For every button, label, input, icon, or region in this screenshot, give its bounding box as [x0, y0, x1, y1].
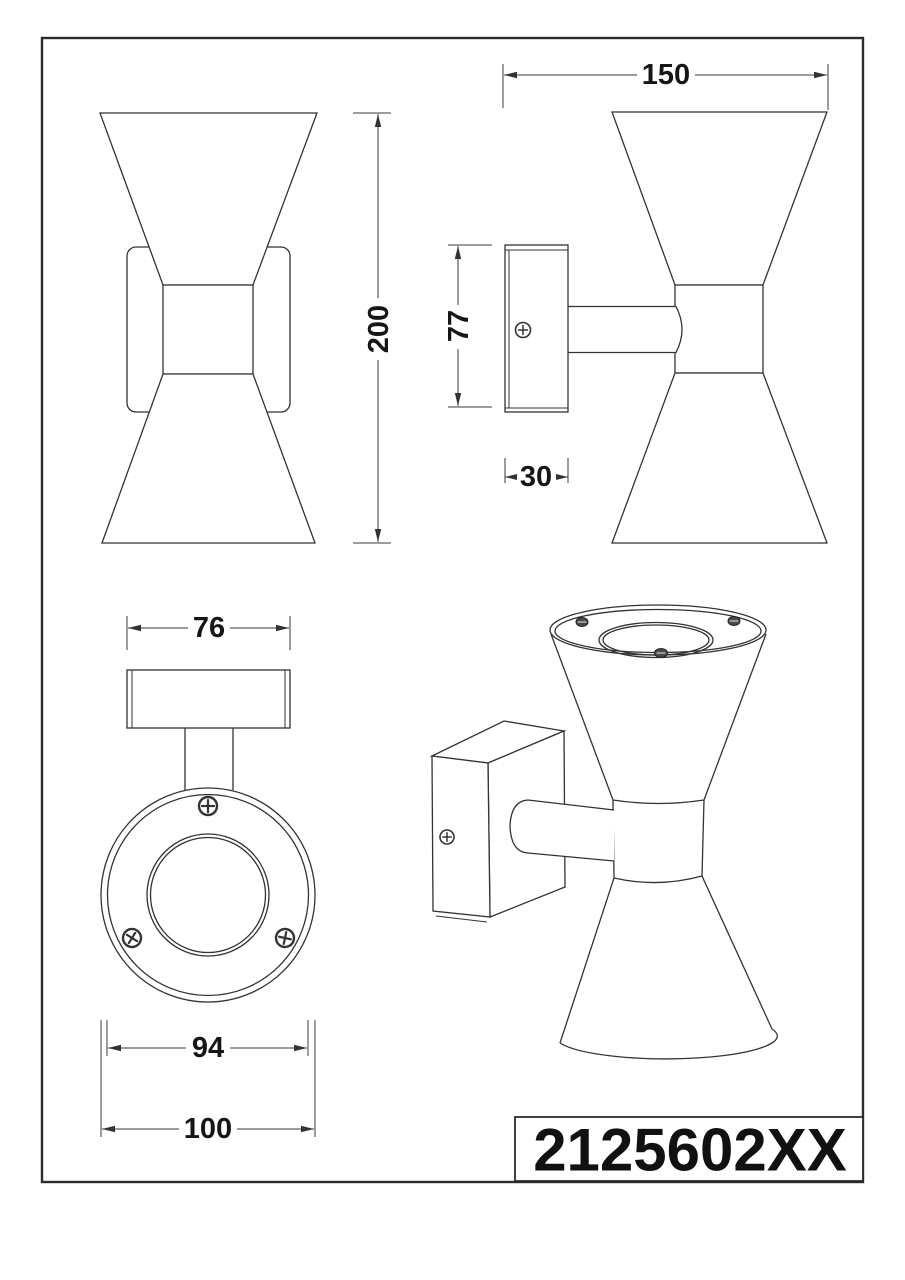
top-rim — [550, 605, 766, 655]
screw-icon — [728, 617, 740, 626]
dim-text-plate-depth: 30 — [519, 461, 553, 493]
arrow-left-icon — [504, 72, 517, 78]
dimension-height — [353, 113, 396, 543]
shade-outer-circle — [101, 788, 315, 1002]
dimension-plate-width — [127, 611, 290, 650]
top-view — [101, 611, 315, 1145]
arm-fill — [568, 307, 682, 353]
wall-plate-top — [127, 670, 290, 728]
dim-text-plate-height: 77 — [443, 309, 475, 343]
perspective-view — [432, 605, 777, 1059]
screw-icon — [655, 649, 668, 658]
arrow-left-icon — [108, 1045, 121, 1051]
arrow-right-icon — [276, 625, 289, 631]
arm-3d-fill — [510, 800, 614, 861]
screw-icon — [516, 323, 531, 338]
title-block — [515, 1117, 863, 1184]
arrow-down-icon — [455, 393, 461, 406]
dim-text-outer-diameter: 100 — [183, 1113, 233, 1145]
dimension-plate-depth — [505, 458, 568, 493]
arrow-left-icon — [505, 474, 518, 480]
upper-cone-side — [612, 112, 827, 285]
screw-icon — [440, 830, 454, 844]
part-number: 2125602XX — [533, 1116, 847, 1184]
dim-text-plate-width: 76 — [192, 612, 226, 644]
dim-text-inner-diameter: 94 — [191, 1032, 225, 1064]
arrow-right-icon — [294, 1045, 307, 1051]
waist-front — [163, 285, 253, 374]
lower-cone-side — [612, 373, 827, 543]
arrow-right-icon — [301, 1126, 314, 1132]
waist-side — [675, 285, 763, 373]
arrow-right-icon — [555, 474, 568, 480]
dimension-plate-height — [442, 245, 492, 407]
dim-text-depth: 150 — [641, 59, 691, 91]
wall-plate-side — [505, 245, 568, 412]
side-view — [442, 58, 828, 543]
screw-icon — [199, 797, 217, 815]
arrow-right-icon — [814, 72, 827, 78]
dimension-inner-diameter — [107, 1020, 308, 1064]
front-view — [100, 113, 396, 543]
arrow-left-icon — [128, 625, 141, 631]
screw-icon — [576, 618, 588, 627]
arrow-down-icon — [375, 529, 381, 542]
arrow-up-icon — [375, 114, 381, 127]
arrow-up-icon — [455, 246, 461, 259]
waist-3d — [613, 800, 704, 883]
lower-cone-3d — [560, 876, 777, 1059]
dimension-depth — [503, 58, 828, 110]
dim-text-height: 200 — [363, 304, 395, 354]
arrow-left-icon — [102, 1126, 115, 1132]
